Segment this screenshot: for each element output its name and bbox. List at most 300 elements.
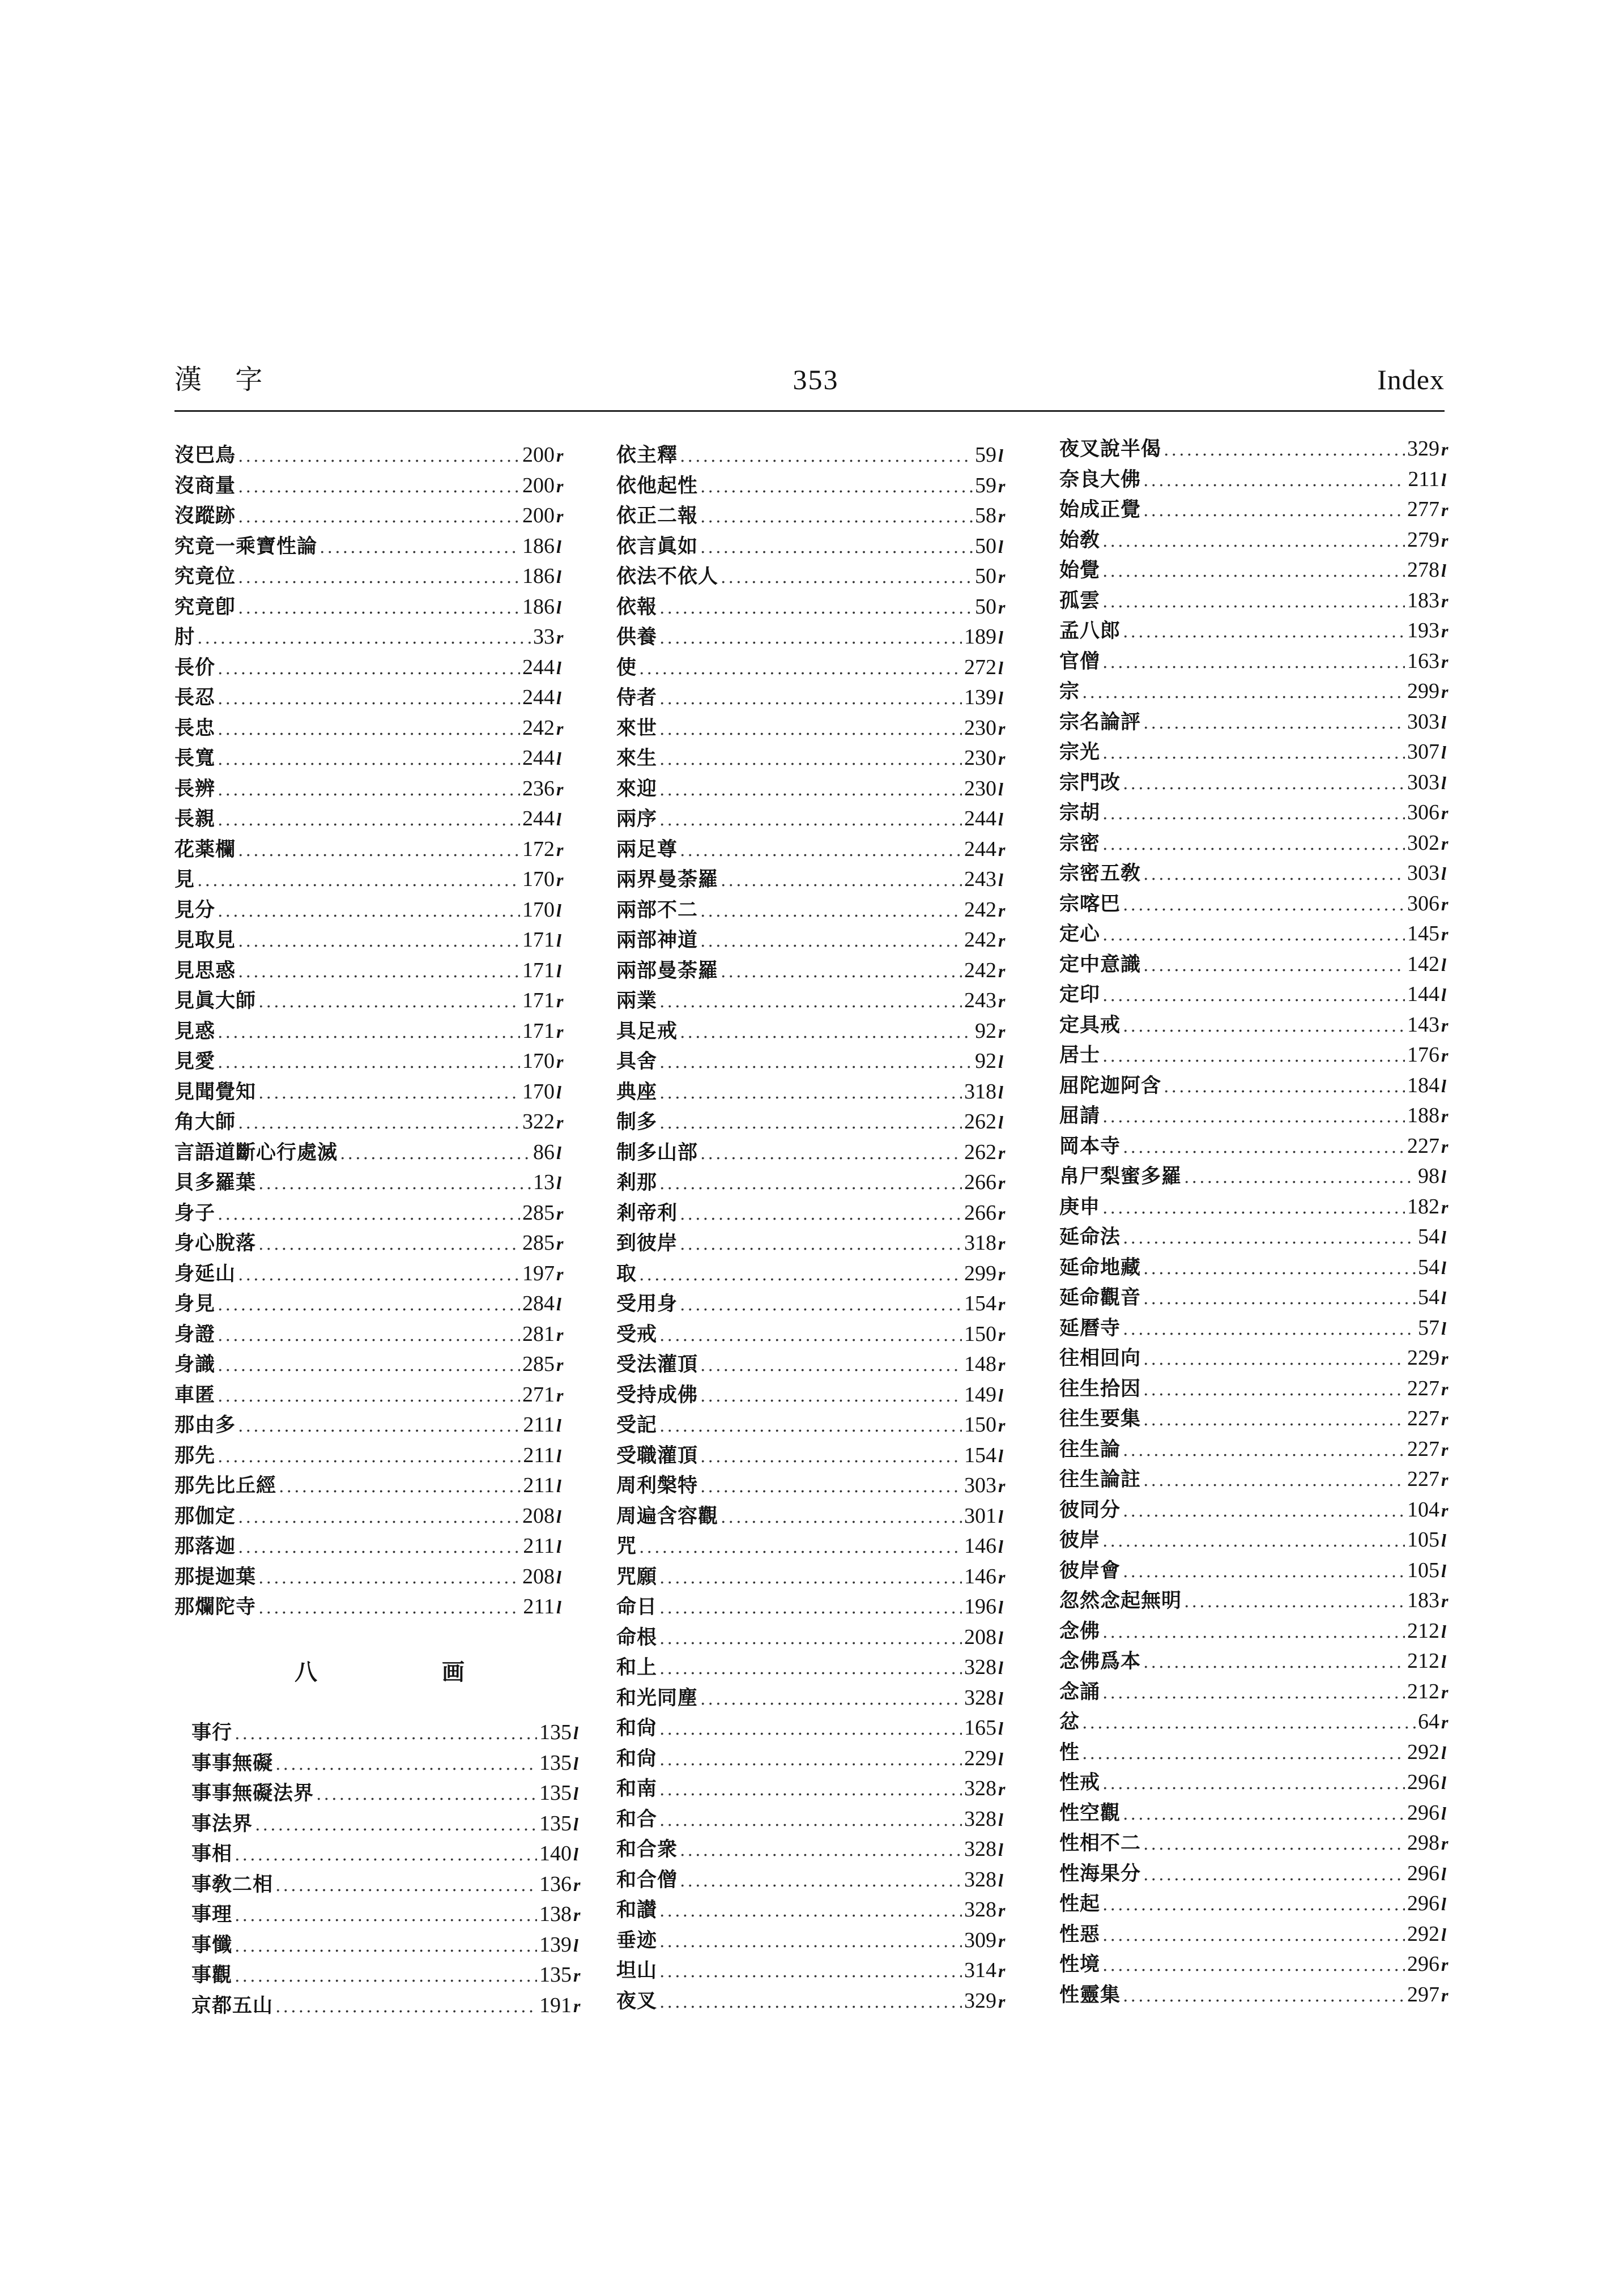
entry-page-ref (1407, 707, 1450, 738)
index-entry (174, 986, 565, 1016)
index-entry (1059, 1949, 1450, 1980)
entry-column-side: r (1441, 439, 1449, 459)
entry-column-side: l (556, 1415, 561, 1435)
entry-column-side: l (556, 1566, 561, 1587)
dot-leader (238, 836, 520, 865)
entry-page-number: 59 (975, 473, 996, 497)
entry-page-ref (522, 774, 565, 804)
entry-column-side: r (556, 1233, 564, 1254)
entry-page-number: 98 (1418, 1164, 1439, 1188)
entry-column-side: l (556, 1476, 561, 1496)
index-entry (174, 501, 565, 531)
index-entry (1059, 1919, 1450, 1950)
entry-page-ref (1407, 1586, 1450, 1616)
index-entry (1059, 676, 1450, 707)
index-entry (1059, 979, 1450, 1010)
entry-page-number: 50 (975, 564, 996, 588)
dot-leader (258, 1229, 520, 1259)
index-entry (616, 1956, 1007, 1986)
entry-page-ref (1407, 676, 1450, 707)
entry-page-number: 297 (1407, 1982, 1439, 2007)
entry-column-side: r (1441, 1439, 1449, 1460)
entry-column-side: l (1441, 1894, 1446, 1914)
index-entry (616, 531, 1007, 562)
dot-leader (218, 1381, 520, 1411)
entry-page-ref (522, 1501, 565, 1532)
entry-term: 身證 (174, 1323, 216, 1346)
entry-page-number: 171 (522, 989, 555, 1012)
entry-page-ref (1407, 828, 1450, 859)
entry-page-number: 170 (522, 1049, 555, 1073)
entry-term: 往生論註 (1059, 1468, 1141, 1491)
index-entry (191, 1748, 582, 1779)
entry-page-number: 227 (1407, 1376, 1439, 1400)
entry-column-side: r (1441, 833, 1449, 854)
entry-column-side: r (1441, 621, 1449, 641)
entry-column-side: r (998, 839, 1006, 860)
entry-column-side: r (556, 1021, 564, 1042)
entry-page-number: 146 (964, 1564, 996, 1588)
entry-page-ref (1407, 1828, 1450, 1859)
dot-leader (659, 1078, 962, 1107)
dot-leader (1123, 769, 1405, 798)
entry-page-number: 193 (1407, 619, 1439, 642)
entry-page-ref (522, 440, 565, 471)
entry-page-number: 208 (522, 1564, 555, 1588)
entry-page-ref (523, 1592, 565, 1622)
entry-column-side: l (998, 1869, 1003, 1890)
entry-page-number: 229 (1407, 1346, 1439, 1370)
entry-column-side: l (556, 1536, 561, 1557)
dot-leader (1102, 1920, 1405, 1950)
entry-column-side: r (1441, 590, 1449, 611)
entry-page-ref (539, 1930, 582, 1961)
dot-leader (659, 1047, 973, 1077)
entry-column-side: l (573, 1783, 578, 1804)
entry-column-side: l (1441, 742, 1446, 763)
entry-page-number: 227 (1407, 1467, 1439, 1491)
entry-page-ref (1407, 1677, 1450, 1707)
dot-leader (1123, 1223, 1416, 1253)
dot-leader (1082, 678, 1405, 707)
index-entry (174, 653, 565, 683)
dot-leader (1102, 920, 1405, 949)
entry-page-number: 211 (523, 1413, 555, 1437)
index-entry (174, 531, 565, 562)
index-entry (616, 925, 1007, 956)
entry-page-number: 150 (964, 1322, 996, 1346)
entry-column-side: r (998, 748, 1006, 769)
entry-page-number: 144 (1407, 982, 1439, 1006)
dot-leader (1123, 1557, 1405, 1586)
entry-term: 來迎 (616, 777, 658, 800)
entry-term: 那落迦 (174, 1535, 236, 1558)
entry-page-number: 188 (1407, 1104, 1439, 1127)
entry-term: 長辨 (174, 777, 216, 800)
entry-term: 和尙 (616, 1747, 658, 1770)
index-entry (174, 1380, 565, 1411)
entry-term: 來生 (616, 747, 658, 770)
dot-leader (218, 714, 520, 744)
entry-page-ref (1407, 1374, 1450, 1404)
entry-page-number: 285 (522, 1231, 555, 1255)
dot-leader (721, 563, 973, 592)
index-entry (616, 1016, 1007, 1047)
entry-column-side: l (556, 1142, 561, 1163)
dot-leader (1143, 1375, 1405, 1404)
entry-term: 和上 (616, 1656, 658, 1679)
entry-page-ref (964, 1259, 1007, 1289)
entry-term: 見聞覺知 (174, 1080, 257, 1104)
entry-page-ref (964, 925, 1007, 956)
entry-column-side: r (998, 566, 1006, 587)
entry-term: 受用身 (616, 1293, 678, 1315)
entry-page-number: 165 (964, 1716, 996, 1740)
entry-term: 侍者 (616, 687, 658, 709)
entry-column-side: r (556, 506, 564, 526)
dot-leader (238, 502, 520, 531)
entry-page-number: 296 (1407, 1770, 1439, 1794)
entry-page-ref (964, 1895, 1007, 1926)
index-entry (616, 1289, 1007, 1319)
entry-page-number: 149 (964, 1382, 996, 1407)
entry-column-side: r (998, 1991, 1006, 2012)
index-entry (174, 561, 565, 592)
entry-column-side: l (556, 536, 561, 557)
entry-term: 身子 (174, 1202, 216, 1225)
entry-page-ref (522, 501, 565, 531)
entry-term: 奈良大佛 (1059, 468, 1141, 491)
dot-leader (238, 472, 520, 501)
entry-term: 官僧 (1059, 650, 1101, 673)
entry-column-side: l (556, 597, 561, 617)
dot-leader (238, 441, 520, 471)
entry-page-number: 54 (1418, 1225, 1439, 1249)
entry-page-number: 150 (964, 1413, 996, 1437)
index-entry (174, 713, 565, 744)
entry-term: 兩部不二 (616, 898, 698, 922)
index-entry (174, 1077, 565, 1107)
dot-leader (1102, 738, 1405, 768)
entry-page-ref (1418, 1313, 1450, 1344)
entry-term: 定印 (1059, 983, 1101, 1006)
entry-page-number: 136 (539, 1872, 572, 1896)
index-entry (174, 743, 565, 774)
entry-column-side: r (998, 1021, 1006, 1042)
index-entry (174, 1501, 565, 1532)
entry-page-ref (964, 1683, 1007, 1714)
entry-column-side: l (1441, 560, 1446, 581)
index-entry (616, 1683, 1007, 1714)
entry-column-side: r (1441, 1833, 1449, 1854)
entry-term: 宗胡 (1059, 802, 1101, 824)
entry-term: 兩界曼荼羅 (616, 868, 719, 891)
dot-leader (659, 1563, 962, 1592)
dot-leader (218, 896, 520, 926)
entry-page-number: 303 (1407, 861, 1439, 885)
entry-column-side: l (556, 960, 561, 981)
entry-column-side: l (1441, 1075, 1446, 1096)
entry-page-number: 243 (964, 867, 996, 891)
entry-page-ref (522, 834, 565, 865)
index-entry (174, 1228, 565, 1259)
dot-leader (1102, 1950, 1405, 1980)
entry-page-ref (1407, 1919, 1450, 1950)
entry-page-ref (964, 1774, 1007, 1804)
index-entry (191, 1809, 582, 1839)
entry-term: 見思惑 (174, 959, 236, 982)
entry-page-number: 176 (1407, 1043, 1439, 1067)
dot-leader (639, 1532, 962, 1562)
entry-page-ref (1418, 1253, 1450, 1283)
index-column-2 (616, 440, 1007, 2016)
index-entry (616, 622, 1007, 653)
entry-column-side: r (1441, 1681, 1449, 1702)
entry-term: 長親 (174, 808, 216, 830)
entry-term: 花薬欄 (174, 838, 236, 861)
entry-page-ref (1407, 1101, 1450, 1131)
entry-term: 命根 (616, 1626, 658, 1649)
entry-term: 那伽定 (174, 1505, 236, 1528)
entry-term: 和光同塵 (616, 1686, 698, 1710)
entry-column-side: l (1441, 1257, 1446, 1278)
entry-column-side: r (1441, 500, 1449, 520)
entry-column-side: l (556, 1597, 561, 1617)
entry-page-ref (522, 956, 565, 986)
index-entry (174, 925, 565, 956)
entry-page-ref (539, 1839, 582, 1869)
entry-column-side: l (998, 1718, 1003, 1739)
dot-leader (197, 866, 520, 895)
entry-page-number: 57 (1418, 1315, 1439, 1340)
entry-page-ref (539, 1778, 582, 1809)
dot-leader (1184, 1162, 1416, 1192)
entry-column-side: l (556, 657, 561, 678)
dot-leader (238, 1502, 520, 1532)
entry-page-ref (964, 1956, 1007, 1986)
entry-column-side: r (1441, 803, 1449, 823)
dot-leader (1143, 708, 1405, 738)
entry-page-ref (964, 1319, 1007, 1350)
dot-leader (235, 1840, 537, 1869)
dot-leader (340, 1139, 531, 1168)
entry-term: 沒巴鳥 (174, 444, 236, 467)
index-entry (616, 1531, 1007, 1562)
entry-page-ref (964, 1410, 1007, 1441)
entry-page-ref (1418, 1222, 1450, 1253)
entry-column-side: l (998, 1506, 1003, 1527)
index-entry (174, 1138, 565, 1168)
entry-page-number: 208 (522, 1503, 555, 1528)
entry-term: 事行 (191, 1722, 233, 1744)
entry-column-side: r (998, 506, 1006, 526)
entry-page-ref (522, 1289, 565, 1319)
index-entry (616, 471, 1007, 501)
entry-term: 屈陀迦阿含 (1059, 1074, 1162, 1097)
index-entry (1059, 525, 1450, 556)
entry-column-side: r (998, 1294, 1006, 1314)
entry-column-side: l (556, 1506, 561, 1527)
entry-page-ref (964, 1077, 1007, 1107)
entry-page-number: 303 (1407, 709, 1439, 734)
index-entry (616, 834, 1007, 865)
entry-column-side: r (556, 1385, 564, 1405)
entry-term: 始成正覺 (1059, 499, 1141, 521)
index-entry (1059, 1737, 1450, 1768)
entry-page-number: 244 (964, 807, 996, 830)
entry-term: 兩序 (616, 808, 658, 830)
entry-page-number: 163 (1407, 649, 1439, 673)
entry-page-number: 306 (1407, 891, 1439, 915)
entry-page-number: 236 (522, 776, 555, 800)
index-entry (191, 1899, 582, 1930)
index-entry (616, 1168, 1007, 1198)
entry-column-side: l (998, 1748, 1003, 1769)
dot-leader (238, 563, 520, 592)
index-entry (1059, 1828, 1450, 1859)
entry-page-number: 50 (975, 594, 996, 619)
entry-term: 念佛 (1059, 1620, 1101, 1643)
entry-page-number: 146 (964, 1534, 996, 1558)
index-entry (616, 1804, 1007, 1835)
entry-page-number: 92 (975, 1049, 996, 1073)
entry-page-number: 105 (1407, 1528, 1439, 1552)
entry-page-number: 242 (964, 958, 996, 982)
entry-term: 定心 (1059, 923, 1101, 945)
entry-term: 見取見 (174, 929, 236, 952)
entry-page-number: 227 (1407, 1134, 1439, 1158)
entry-column-side: r (998, 991, 1006, 1011)
dot-leader (700, 926, 962, 956)
entry-term: 來世 (616, 717, 658, 740)
entry-page-number: 186 (522, 534, 555, 558)
index-entry (1059, 1495, 1450, 1526)
entry-page-number: 285 (522, 1352, 555, 1376)
entry-term: 見眞大師 (174, 990, 257, 1012)
dot-leader (1102, 799, 1405, 828)
index-entry (616, 1986, 1007, 2017)
entry-page-number: 211 (523, 1473, 555, 1497)
dot-leader (279, 1472, 521, 1501)
entry-page-number: 272 (964, 655, 996, 679)
entry-page-ref (1408, 465, 1450, 495)
entry-page-number: 135 (539, 1781, 572, 1805)
index-entry (191, 1839, 582, 1869)
index-entry (191, 1778, 582, 1809)
entry-page-number: 211 (523, 1443, 555, 1467)
entry-page-number: 296 (1407, 1892, 1439, 1915)
dot-leader (659, 775, 962, 804)
entry-column-side: r (1441, 1469, 1449, 1490)
entry-term: 彼岸 (1059, 1529, 1101, 1552)
entry-term: 長寬 (174, 747, 216, 770)
entry-term: 宗光 (1059, 741, 1101, 764)
entry-page-ref (522, 1319, 565, 1350)
index-entry (174, 1319, 565, 1350)
entry-column-side: l (998, 688, 1003, 708)
entry-term: 往生論 (1059, 1438, 1121, 1461)
entry-term: 見惑 (174, 1020, 216, 1043)
entry-page-ref (1407, 1525, 1450, 1556)
entry-column-side: l (998, 627, 1003, 648)
index-entry (1059, 1434, 1450, 1465)
entry-term: 性戒 (1059, 1771, 1101, 1794)
index-entry (1059, 1980, 1450, 2010)
entry-term: 事敎二相 (191, 1873, 274, 1896)
dot-leader (258, 1563, 520, 1592)
entry-page-number: 318 (964, 1231, 996, 1255)
entry-page-ref (522, 592, 565, 623)
entry-column-side: l (556, 748, 561, 769)
dot-leader (659, 1108, 962, 1138)
entry-term: 庚申 (1059, 1195, 1101, 1219)
entry-page-number: 229 (964, 1746, 996, 1770)
index-entry (174, 1259, 565, 1289)
entry-term: 受職灌頂 (616, 1444, 698, 1467)
entry-column-side: l (998, 1536, 1003, 1557)
entry-column-side: l (998, 1112, 1003, 1132)
entry-page-ref (964, 1652, 1007, 1683)
index-entry (1059, 1222, 1450, 1253)
dot-leader (218, 1442, 521, 1471)
entry-term: 那提迦葉 (174, 1565, 257, 1588)
entry-page-ref (1407, 1464, 1450, 1495)
entry-column-side: r (573, 1905, 581, 1925)
dot-leader (1123, 890, 1405, 919)
entry-page-number: 211 (523, 1534, 555, 1558)
entry-column-side: l (1441, 1288, 1446, 1308)
index-entry (1059, 1253, 1450, 1283)
entry-column-side: r (998, 1142, 1006, 1163)
entry-term: 性境 (1059, 1953, 1101, 1976)
entry-column-side: r (556, 475, 564, 496)
section-heading-left: 八 (295, 1659, 317, 1685)
entry-page-number: 183 (1407, 1588, 1439, 1612)
index-entry (616, 1471, 1007, 1501)
index-entry (174, 1107, 565, 1138)
entry-page-ref (539, 1748, 582, 1779)
index-entry (616, 1652, 1007, 1683)
entry-page-ref (539, 1869, 582, 1900)
dot-leader (680, 1290, 962, 1319)
entry-page-ref (522, 1380, 565, 1411)
entry-page-ref (964, 1713, 1007, 1744)
entry-column-side: r (556, 445, 564, 466)
dot-leader (680, 1017, 973, 1047)
dot-leader (1123, 1799, 1405, 1829)
entry-page-ref (1407, 1798, 1450, 1829)
entry-column-side: l (1441, 985, 1446, 1005)
index-entry (174, 774, 565, 804)
dot-leader (1102, 1102, 1405, 1131)
entry-page-ref (1407, 949, 1450, 980)
entry-page-ref (964, 683, 1007, 713)
entry-column-side: r (998, 1476, 1006, 1496)
entry-column-side: l (573, 1844, 578, 1864)
entry-page-number: 292 (1407, 1740, 1439, 1764)
entry-page-number: 212 (1407, 1618, 1439, 1643)
entry-column-side: l (1441, 1651, 1446, 1672)
entry-term: 帛尸梨蜜多羅 (1059, 1165, 1182, 1188)
section-heading-right: 画 (442, 1659, 465, 1685)
entry-term: 身延山 (174, 1262, 236, 1285)
index-entry (616, 1349, 1007, 1380)
entry-term: 受戒 (616, 1323, 658, 1346)
entry-term: 依言眞如 (616, 535, 698, 558)
entry-column-side: r (1441, 651, 1449, 672)
entry-column-side: r (556, 1051, 564, 1072)
entry-column-side: r (1441, 1712, 1449, 1732)
